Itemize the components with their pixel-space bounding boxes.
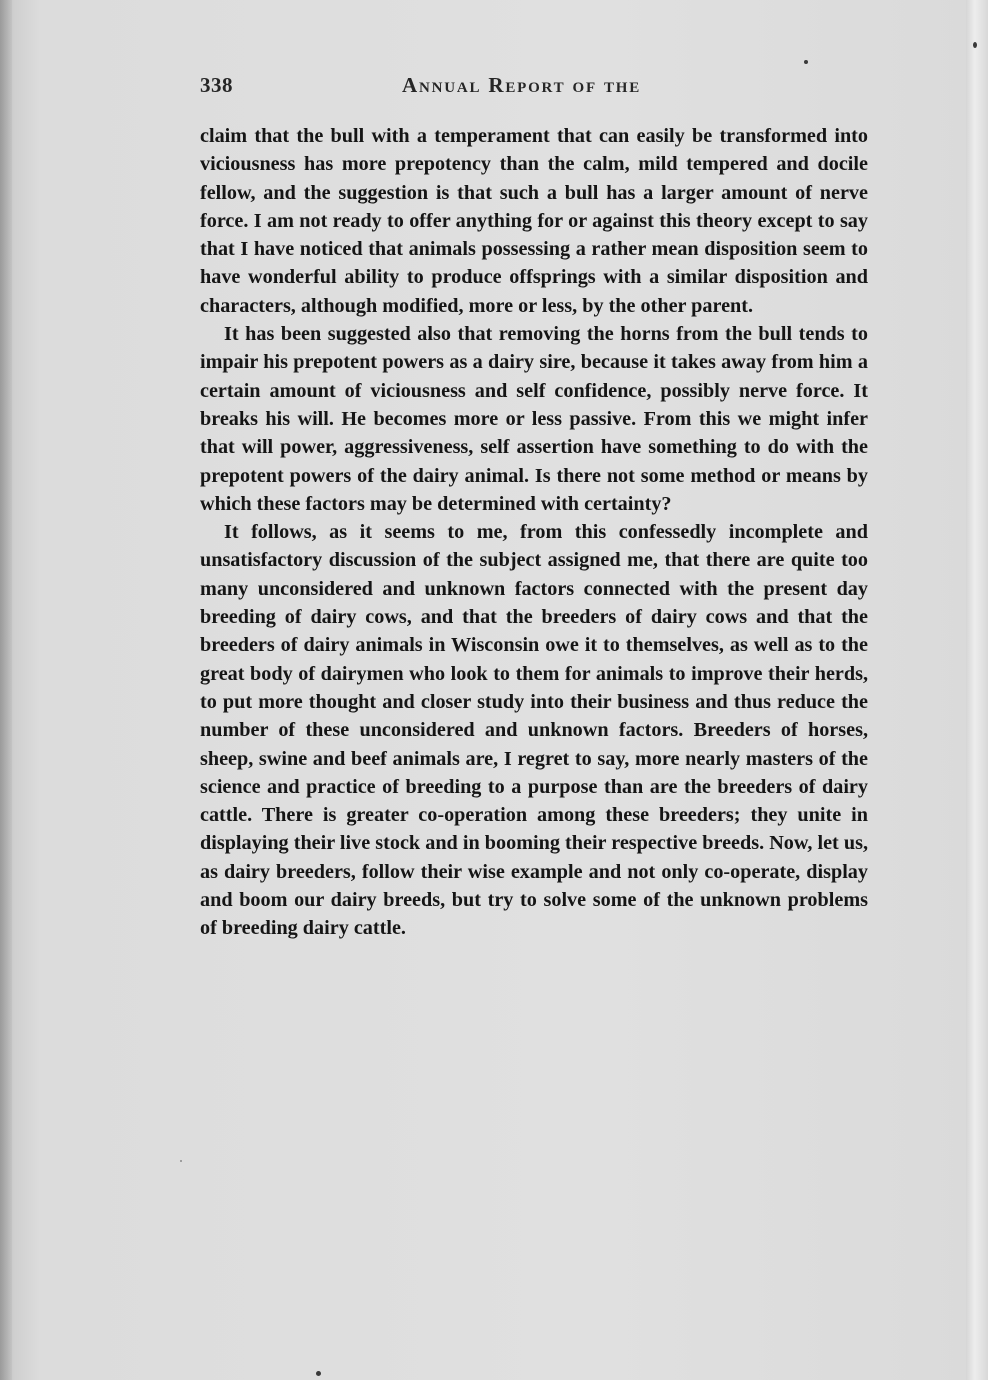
page-header <box>200 73 872 103</box>
binding-edge <box>0 0 12 1380</box>
scan-speck <box>973 42 977 48</box>
paragraph-3: It follows, as it seems to me, from this confessedly incomplete and unsatisfactory discussion of the subject assigned me, that there are quite too many unconsidered and unknown factors connected with the present day breeding of dairy cows, and that the breeders of dairy cows and that the breeders of dairy animals in Wisconsin owe it to themselves, as well as to the great body of dairymen who look to them for animals to improve their herds, to put more thought and closer study into their business and thus reduce the number of these unconsidered and unknown factors. Breeders of horses, sheep, swine and beef animals are, I regret to say, more nearly masters of the science and practice of breeding to a purpose than are the breeders of dairy cattle. There is greater co-operation among these breeders; they unite in displaying their live stock and in booming their respective breeds. Now, let us, as dairy breeders, follow their wise example and not only co-operate, display and boom our dairy breeds, but try to solve some of the unknown problems of breeding dairy cattle. <box>200 521 868 940</box>
scan-speck <box>804 60 808 64</box>
scan-speck <box>316 1371 321 1376</box>
page-number: 338 <box>200 73 233 97</box>
body-text <box>200 122 868 943</box>
running-head: Annual Report of the <box>402 73 642 97</box>
paragraph-2: It has been suggested also that removing the horns from the bull tends to impair his prepotent powers as a dairy sire, because it takes away from him a certain amount of viciousness and self confidence, possibly nerve force. It breaks his will. He becomes more or less passive. From this we might infer that will power, aggressiveness, self assertion have something to do with the prepotent powers of the dairy animal. Is there not some method or means by which these factors may be determined with certainty? <box>200 323 868 515</box>
paragraph-1: claim that the bull with a temperament that can easily be transformed into viciousness has more prepotency than the calm, mild tempered and docile fellow, and the suggestion is that such a bull has a larger amount of nerve force. I am not ready to offer anything for or against this theory except to say that I have noticed that animals possessing a rather mean disposition seem to have wonderful ability to produce offsprings with a similar disposition and characters, although modified, more or less, by the other parent. <box>200 125 868 317</box>
page-edge <box>966 0 988 1380</box>
scan-speck <box>180 1160 182 1162</box>
